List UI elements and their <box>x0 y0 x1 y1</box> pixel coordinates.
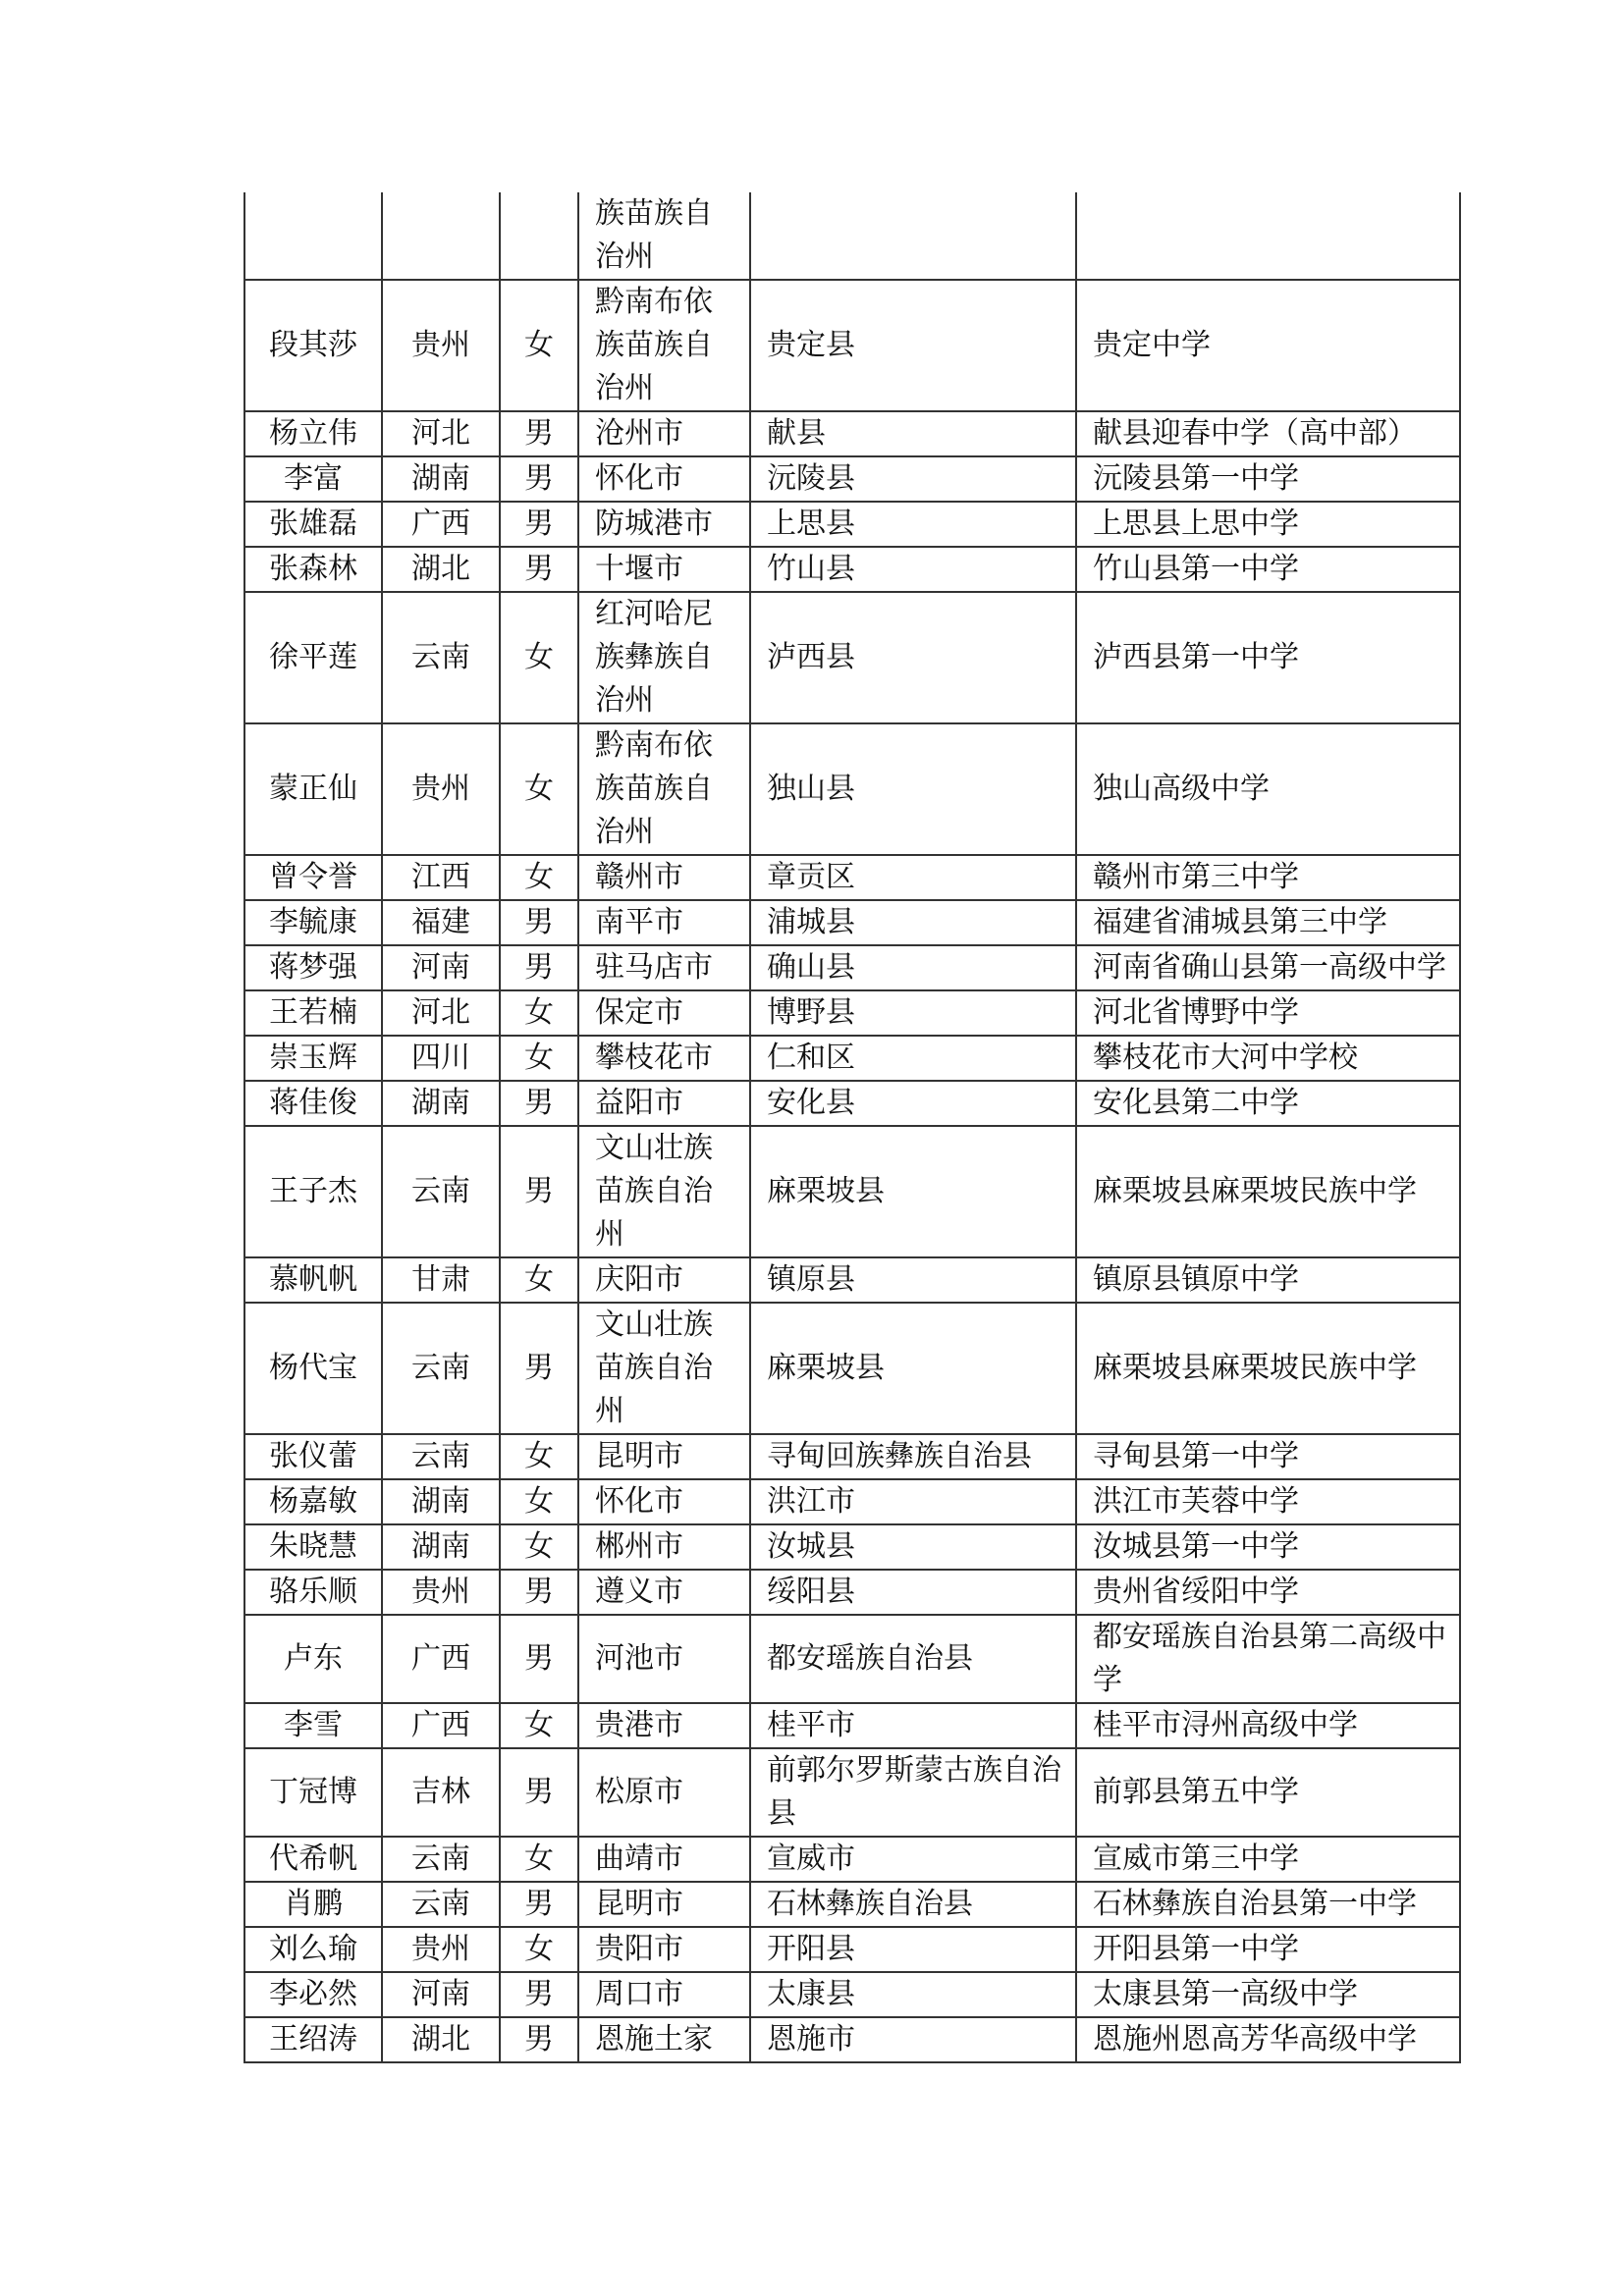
student-name-cell: 张仪蕾 <box>244 1434 382 1479</box>
school-cell: 沅陵县第一中学 <box>1076 456 1460 502</box>
student-name-cell <box>244 192 382 280</box>
table-row <box>244 1303 1460 1434</box>
prefecture-cell: 郴州市 <box>578 1524 750 1570</box>
school-cell: 都安瑶族自治县第二高级中学 <box>1076 1615 1460 1703</box>
county-cell: 汝城县 <box>750 1524 1076 1570</box>
prefecture-cell: 益阳市 <box>578 1081 750 1126</box>
prefecture-cell: 文山壮族苗族自治州 <box>578 1126 750 1257</box>
student-roster-table <box>244 192 1461 2063</box>
table-row <box>244 592 1460 723</box>
school-cell: 贵定中学 <box>1076 280 1460 411</box>
school-cell: 太康县第一高级中学 <box>1076 1972 1460 2017</box>
county-cell: 博野县 <box>750 990 1076 1036</box>
gender-cell: 女 <box>500 855 578 900</box>
table-row <box>244 1972 1460 2017</box>
county-cell: 镇原县 <box>750 1257 1076 1303</box>
prefecture-cell: 赣州市 <box>578 855 750 900</box>
school-cell: 恩施州恩高芳华高级中学 <box>1076 2017 1460 2062</box>
prefecture-cell: 河池市 <box>578 1615 750 1703</box>
student-name-cell: 李雪 <box>244 1703 382 1748</box>
table-row <box>244 411 1460 456</box>
province-cell: 云南 <box>382 1434 500 1479</box>
province-cell: 河南 <box>382 945 500 990</box>
table-row <box>244 502 1460 547</box>
school-cell: 竹山县第一中学 <box>1076 547 1460 592</box>
table-row <box>244 1748 1460 1837</box>
province-cell: 广西 <box>382 1615 500 1703</box>
province-cell: 湖南 <box>382 1081 500 1126</box>
school-cell: 麻栗坡县麻栗坡民族中学 <box>1076 1126 1460 1257</box>
student-name-cell: 曾令誉 <box>244 855 382 900</box>
gender-cell: 女 <box>500 1927 578 1972</box>
county-cell: 宣威市 <box>750 1837 1076 1882</box>
table-row <box>244 2017 1460 2062</box>
gender-cell: 女 <box>500 280 578 411</box>
county-cell <box>750 192 1076 280</box>
prefecture-cell: 遵义市 <box>578 1570 750 1615</box>
school-cell: 献县迎春中学（高中部） <box>1076 411 1460 456</box>
county-cell: 泸西县 <box>750 592 1076 723</box>
gender-cell: 男 <box>500 2017 578 2062</box>
student-name-cell: 蒋佳俊 <box>244 1081 382 1126</box>
county-cell: 浦城县 <box>750 900 1076 945</box>
table-row <box>244 547 1460 592</box>
province-cell: 甘肃 <box>382 1257 500 1303</box>
student-name-cell: 杨立伟 <box>244 411 382 456</box>
student-name-cell: 杨嘉敏 <box>244 1479 382 1524</box>
county-cell: 恩施市 <box>750 2017 1076 2062</box>
province-cell: 贵州 <box>382 280 500 411</box>
school-cell: 河北省博野中学 <box>1076 990 1460 1036</box>
student-name-cell: 慕帆帆 <box>244 1257 382 1303</box>
county-cell: 石林彝族自治县 <box>750 1882 1076 1927</box>
school-cell: 洪江市芙蓉中学 <box>1076 1479 1460 1524</box>
prefecture-cell: 曲靖市 <box>578 1837 750 1882</box>
student-name-cell: 段其莎 <box>244 280 382 411</box>
gender-cell: 男 <box>500 1303 578 1434</box>
table-row <box>244 1081 1460 1126</box>
county-cell: 上思县 <box>750 502 1076 547</box>
school-cell: 汝城县第一中学 <box>1076 1524 1460 1570</box>
gender-cell: 男 <box>500 900 578 945</box>
county-cell: 安化县 <box>750 1081 1076 1126</box>
gender-cell: 男 <box>500 1972 578 2017</box>
school-cell: 石林彝族自治县第一中学 <box>1076 1882 1460 1927</box>
school-cell <box>1076 192 1460 280</box>
table-row <box>244 280 1460 411</box>
student-name-cell: 卢东 <box>244 1615 382 1703</box>
table-row <box>244 723 1460 855</box>
county-cell: 章贡区 <box>750 855 1076 900</box>
school-cell: 赣州市第三中学 <box>1076 855 1460 900</box>
province-cell: 河北 <box>382 411 500 456</box>
school-cell: 泸西县第一中学 <box>1076 592 1460 723</box>
student-name-cell: 李必然 <box>244 1972 382 2017</box>
student-name-cell: 朱晓慧 <box>244 1524 382 1570</box>
table-row <box>244 1479 1460 1524</box>
county-cell: 确山县 <box>750 945 1076 990</box>
student-name-cell: 丁冠博 <box>244 1748 382 1837</box>
table-row <box>244 1036 1460 1081</box>
province-cell: 云南 <box>382 592 500 723</box>
school-cell: 前郭县第五中学 <box>1076 1748 1460 1837</box>
county-cell: 寻甸回族彝族自治县 <box>750 1434 1076 1479</box>
student-name-cell: 张森林 <box>244 547 382 592</box>
student-name-cell: 王绍涛 <box>244 2017 382 2062</box>
gender-cell: 男 <box>500 1081 578 1126</box>
province-cell: 湖南 <box>382 1479 500 1524</box>
gender-cell: 男 <box>500 1126 578 1257</box>
prefecture-cell: 黔南布依族苗族自治州 <box>578 280 750 411</box>
prefecture-cell: 昆明市 <box>578 1434 750 1479</box>
county-cell: 麻栗坡县 <box>750 1126 1076 1257</box>
prefecture-cell: 南平市 <box>578 900 750 945</box>
prefecture-cell: 族苗族自治州 <box>578 192 750 280</box>
province-cell: 福建 <box>382 900 500 945</box>
prefecture-cell: 怀化市 <box>578 456 750 502</box>
province-cell: 湖南 <box>382 456 500 502</box>
prefecture-cell: 攀枝花市 <box>578 1036 750 1081</box>
province-cell: 云南 <box>382 1126 500 1257</box>
county-cell: 太康县 <box>750 1972 1076 2017</box>
province-cell: 广西 <box>382 1703 500 1748</box>
county-cell: 桂平市 <box>750 1703 1076 1748</box>
prefecture-cell: 昆明市 <box>578 1882 750 1927</box>
province-cell: 云南 <box>382 1303 500 1434</box>
gender-cell: 男 <box>500 1748 578 1837</box>
province-cell: 四川 <box>382 1036 500 1081</box>
county-cell: 洪江市 <box>750 1479 1076 1524</box>
table-row <box>244 456 1460 502</box>
gender-cell: 女 <box>500 1524 578 1570</box>
gender-cell: 女 <box>500 592 578 723</box>
province-cell: 贵州 <box>382 1927 500 1972</box>
province-cell: 江西 <box>382 855 500 900</box>
gender-cell: 男 <box>500 502 578 547</box>
student-name-cell: 蒋梦强 <box>244 945 382 990</box>
table-row <box>244 945 1460 990</box>
school-cell: 攀枝花市大河中学校 <box>1076 1036 1460 1081</box>
gender-cell: 女 <box>500 1434 578 1479</box>
student-name-cell: 李毓康 <box>244 900 382 945</box>
county-cell: 绥阳县 <box>750 1570 1076 1615</box>
table-row <box>244 1703 1460 1748</box>
province-cell: 贵州 <box>382 723 500 855</box>
province-cell: 河南 <box>382 1972 500 2017</box>
school-cell: 独山高级中学 <box>1076 723 1460 855</box>
table-row <box>244 1882 1460 1927</box>
province-cell: 广西 <box>382 502 500 547</box>
table-row <box>244 1927 1460 1972</box>
student-name-cell: 肖鹏 <box>244 1882 382 1927</box>
table-row <box>244 1570 1460 1615</box>
school-cell: 开阳县第一中学 <box>1076 1927 1460 1972</box>
gender-cell: 女 <box>500 1837 578 1882</box>
gender-cell: 女 <box>500 1479 578 1524</box>
county-cell: 独山县 <box>750 723 1076 855</box>
student-name-cell: 王子杰 <box>244 1126 382 1257</box>
table-row <box>244 1434 1460 1479</box>
table-row <box>244 1524 1460 1570</box>
student-name-cell: 张雄磊 <box>244 502 382 547</box>
table-row <box>244 1837 1460 1882</box>
county-cell: 仁和区 <box>750 1036 1076 1081</box>
gender-cell: 男 <box>500 1570 578 1615</box>
school-cell: 贵州省绥阳中学 <box>1076 1570 1460 1615</box>
school-cell: 安化县第二中学 <box>1076 1081 1460 1126</box>
prefecture-cell: 贵港市 <box>578 1703 750 1748</box>
table-row <box>244 192 1460 280</box>
province-cell: 湖北 <box>382 547 500 592</box>
school-cell: 河南省确山县第一高级中学 <box>1076 945 1460 990</box>
prefecture-cell: 驻马店市 <box>578 945 750 990</box>
county-cell: 献县 <box>750 411 1076 456</box>
student-name-cell: 徐平莲 <box>244 592 382 723</box>
student-name-cell: 杨代宝 <box>244 1303 382 1434</box>
province-cell: 湖南 <box>382 1524 500 1570</box>
school-cell: 宣威市第三中学 <box>1076 1837 1460 1882</box>
gender-cell: 男 <box>500 1882 578 1927</box>
gender-cell: 男 <box>500 1615 578 1703</box>
student-name-cell: 骆乐顺 <box>244 1570 382 1615</box>
prefecture-cell: 十堰市 <box>578 547 750 592</box>
roster-body <box>244 192 1460 2062</box>
gender-cell: 女 <box>500 723 578 855</box>
prefecture-cell: 防城港市 <box>578 502 750 547</box>
school-cell: 麻栗坡县麻栗坡民族中学 <box>1076 1303 1460 1434</box>
county-cell: 竹山县 <box>750 547 1076 592</box>
table-row <box>244 1126 1460 1257</box>
school-cell: 寻甸县第一中学 <box>1076 1434 1460 1479</box>
school-cell: 上思县上思中学 <box>1076 502 1460 547</box>
gender-cell: 女 <box>500 1703 578 1748</box>
prefecture-cell: 黔南布依族苗族自治州 <box>578 723 750 855</box>
gender-cell <box>500 192 578 280</box>
county-cell: 开阳县 <box>750 1927 1076 1972</box>
gender-cell: 男 <box>500 456 578 502</box>
prefecture-cell: 红河哈尼族彝族自治州 <box>578 592 750 723</box>
county-cell: 沅陵县 <box>750 456 1076 502</box>
prefecture-cell: 文山壮族苗族自治州 <box>578 1303 750 1434</box>
prefecture-cell: 庆阳市 <box>578 1257 750 1303</box>
gender-cell: 女 <box>500 1257 578 1303</box>
county-cell: 麻栗坡县 <box>750 1303 1076 1434</box>
gender-cell: 女 <box>500 1036 578 1081</box>
table-row <box>244 855 1460 900</box>
prefecture-cell: 周口市 <box>578 1972 750 2017</box>
county-cell: 都安瑶族自治县 <box>750 1615 1076 1703</box>
gender-cell: 女 <box>500 990 578 1036</box>
gender-cell: 男 <box>500 945 578 990</box>
province-cell: 云南 <box>382 1837 500 1882</box>
prefecture-cell: 怀化市 <box>578 1479 750 1524</box>
student-name-cell: 王若楠 <box>244 990 382 1036</box>
province-cell <box>382 192 500 280</box>
school-cell: 福建省浦城县第三中学 <box>1076 900 1460 945</box>
province-cell: 河北 <box>382 990 500 1036</box>
student-name-cell: 崇玉辉 <box>244 1036 382 1081</box>
prefecture-cell: 恩施土家 <box>578 2017 750 2062</box>
table-row <box>244 900 1460 945</box>
gender-cell: 男 <box>500 547 578 592</box>
province-cell: 云南 <box>382 1882 500 1927</box>
school-cell: 桂平市浔州高级中学 <box>1076 1703 1460 1748</box>
province-cell: 湖北 <box>382 2017 500 2062</box>
prefecture-cell: 贵阳市 <box>578 1927 750 1972</box>
student-name-cell: 蒙正仙 <box>244 723 382 855</box>
province-cell: 吉林 <box>382 1748 500 1837</box>
prefecture-cell: 沧州市 <box>578 411 750 456</box>
student-name-cell: 代希帆 <box>244 1837 382 1882</box>
county-cell: 前郭尔罗斯蒙古族自治县 <box>750 1748 1076 1837</box>
table-row <box>244 1257 1460 1303</box>
county-cell: 贵定县 <box>750 280 1076 411</box>
student-name-cell: 刘么瑜 <box>244 1927 382 1972</box>
table-row <box>244 990 1460 1036</box>
school-cell: 镇原县镇原中学 <box>1076 1257 1460 1303</box>
province-cell: 贵州 <box>382 1570 500 1615</box>
prefecture-cell: 保定市 <box>578 990 750 1036</box>
gender-cell: 男 <box>500 411 578 456</box>
table-row <box>244 1615 1460 1703</box>
prefecture-cell: 松原市 <box>578 1748 750 1837</box>
student-name-cell: 李富 <box>244 456 382 502</box>
